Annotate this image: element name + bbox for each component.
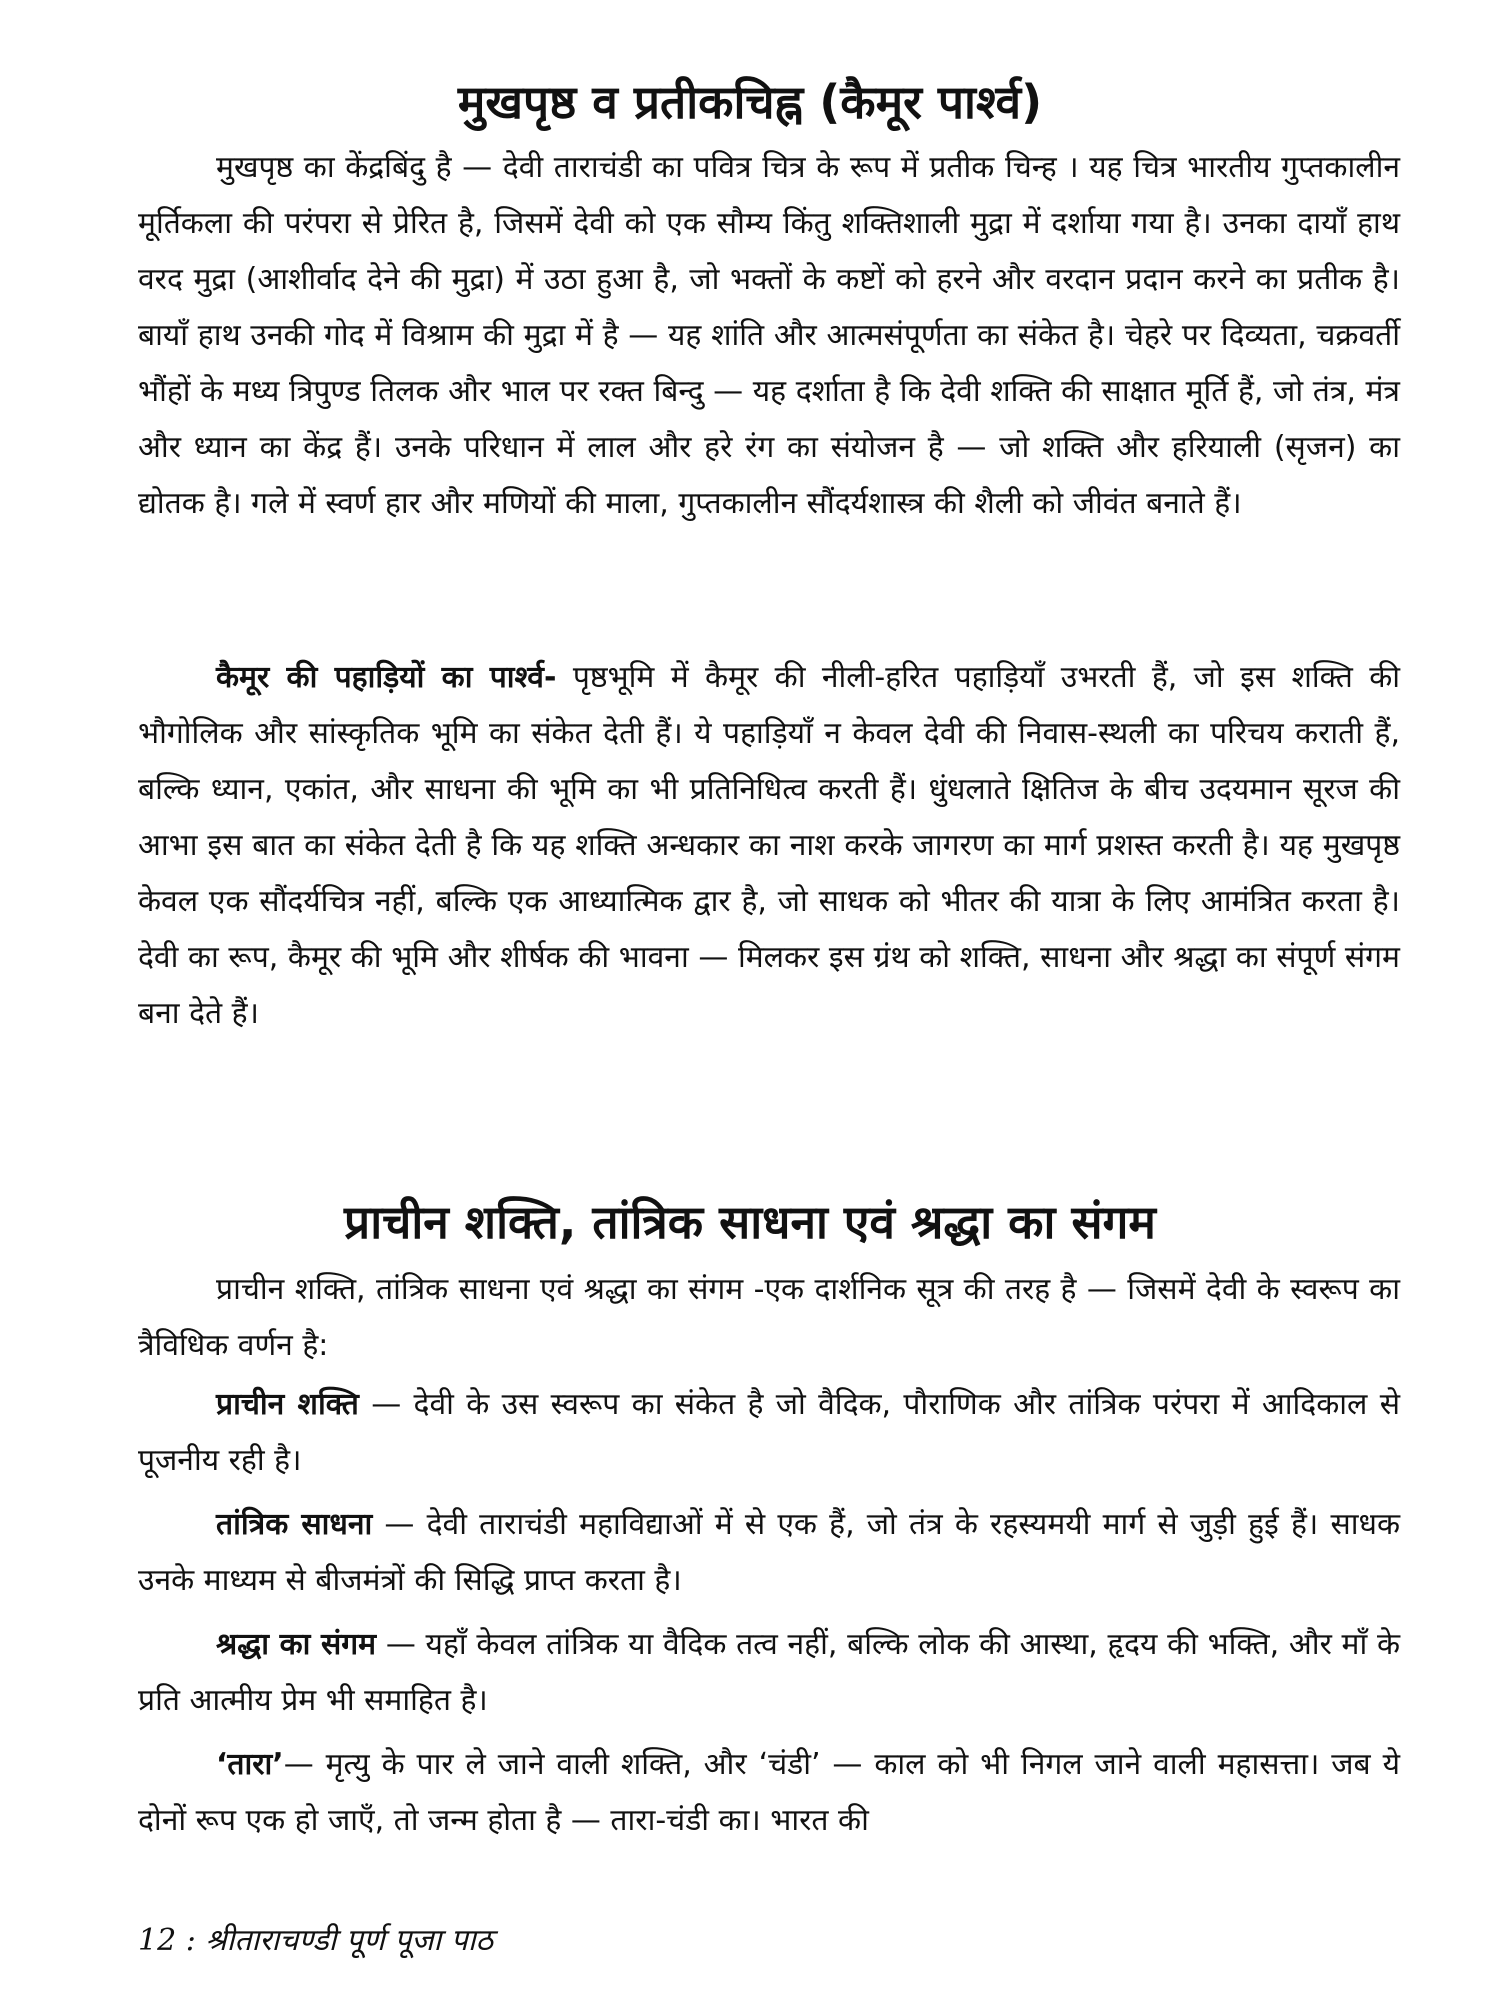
paragraph-lead: ‘तारा’ (216, 1747, 284, 1782)
paragraph-lead: तांत्रिक साधना (216, 1507, 373, 1542)
paragraph-kaimur-hills (138, 650, 1400, 1042)
paragraph-text-kaimur: पृष्ठभूमि में कैमूर की नीली-हरित पहाड़ियाँ उभरती हैं, जो इस शक्ति की भौगोलिक और सांस्कृतिक भूमि का संकेत देती हैं। ये पहाड़ियाँ न केवल देवी की निवास-स्थली का परिचय कराती हैं, बल्कि ध्यान, एकांत, और साधना की भूमि का भी प्रतिनिधित्व करती हैं। धुंधलाते क्षितिज के बीच उदयमान सूरज की आभा इस बात का संकेत देती है कि यह शक्ति अन्धकार का नाश करके जागरण का मार्ग प्रशस्त करती है। यह मुखपृष्ठ केवल एक सौंदर्यचित्र नहीं, बल्कि एक आध्यात्मिक द्वार है, जो साधक को भीतर की यात्रा के लिए आमंत्रित करता है। देवी का रूप, कैमूर की भूमि और शीर्षक की भावना — मिलकर इस ग्रंथ को शक्ति, साधना और श्रद्धा का संपूर्ण संगम बना देते हैं। (138, 660, 1401, 1031)
page-footer: 12 : श्रीताराचण्डी पूर्ण पूजा पाठ (138, 1923, 494, 1958)
paragraph-cover-description: मुखपृष्ठ का केंद्रबिंदु है — देवी ताराचंडी का पवित्र चित्र के रूप में प्रतीक चिन्ह । यह चित्र भारतीय गुप्तकालीन मूर्तिकला की परंपरा से प्रेरित है, जिसमें देवी को एक सौम्य किंतु शक्तिशाली मुद्रा में दर्शाया गया है। उनका दायाँ हाथ वरद मुद्रा (आशीर्वाद देने की मुद्रा) में उठा हुआ है, जो भक्तों के कष्टों को हरने और वरदान प्रदान करने का प्रतीक है। बायाँ हाथ उनकी गोद में विश्राम की मुद्रा में है — यह शांति और आत्मसंपूर्णता का संकेत है। चेहरे पर दिव्यता, चक्रवर्ती भौंहों के मध्य त्रिपुण्ड तिलक और भाल पर रक्त बिन्दु — यह दर्शाता है कि देवी शक्ति की साक्षात मूर्ति हैं, जो तंत्र, मंत्र और ध्यान का केंद्र हैं। उनके परिधान में लाल और हरे रंग का संयोजन है — जो शक्ति और हरियाली (सृजन) का द्योतक है। गले में स्वर्ण हार और मणियों की माला, गुप्तकालीन सौंदर्यशास्त्र की शैली को जीवंत बनाते हैं। (138, 150, 1400, 521)
paragraph-text: — यहाँ केवल तांत्रिक या वैदिक तत्व नहीं, बल्कि लोक की आस्था, हृदय की भक्ति, और माँ के प्रति आत्मीय प्रेम भी समाहित है। (138, 1627, 1400, 1718)
paragraph-tantric-sadhana (138, 1497, 1400, 1609)
paragraph-shraddha (138, 1617, 1400, 1729)
paragraph-text: — देवी के उस स्वरूप का संकेत है जो वैदिक, पौराणिक और तांत्रिक परंपरा में आदिकाल से पूजनीय रही है। (138, 1387, 1400, 1478)
paragraph-ancient-shakti (138, 1377, 1400, 1489)
paragraph-text: — देवी ताराचंडी महाविद्याओं में से एक हैं, जो तंत्र के रहस्यमयी मार्ग से जुड़ी हुई हैं। साधक उनके माध्यम से बीजमंत्रों की सिद्धि प्राप्त करता है। (138, 1507, 1400, 1598)
paragraph-lead: प्राचीन शक्ति (216, 1387, 359, 1422)
paragraph-tara-chandi (138, 1737, 1400, 1849)
paragraph-lead-kaimur: कैमूर की पहाड़ियों का पार्श्व- (216, 660, 557, 695)
paragraph-text: — मृत्यु के पार ले जाने वाली शक्ति, और ‘चंडी’ — काल को भी निगल जाने वाली महासत्ता। जब ये दोनों रूप एक हो जाएँ, तो जन्म होता है — तारा-चंडी का। भारत की (138, 1747, 1400, 1838)
section-title-cover: मुखपृष्ठ व प्रतीकचिह्न (कैमूर पार्श्व) (457, 75, 1043, 129)
paragraph-confluence-intro: प्राचीन शक्ति, तांत्रिक साधना एवं श्रद्धा का संगम -एक दार्शनिक सूत्र की तरह है — जिसमें देवी के स्वरूप का त्रैविधिक वर्णन है: (138, 1272, 1400, 1363)
section-title-confluence: प्राचीन शक्ति, तांत्रिक साधना एवं श्रद्धा का संगम (344, 1195, 1156, 1249)
paragraph-lead: श्रद्धा का संगम (216, 1627, 377, 1662)
